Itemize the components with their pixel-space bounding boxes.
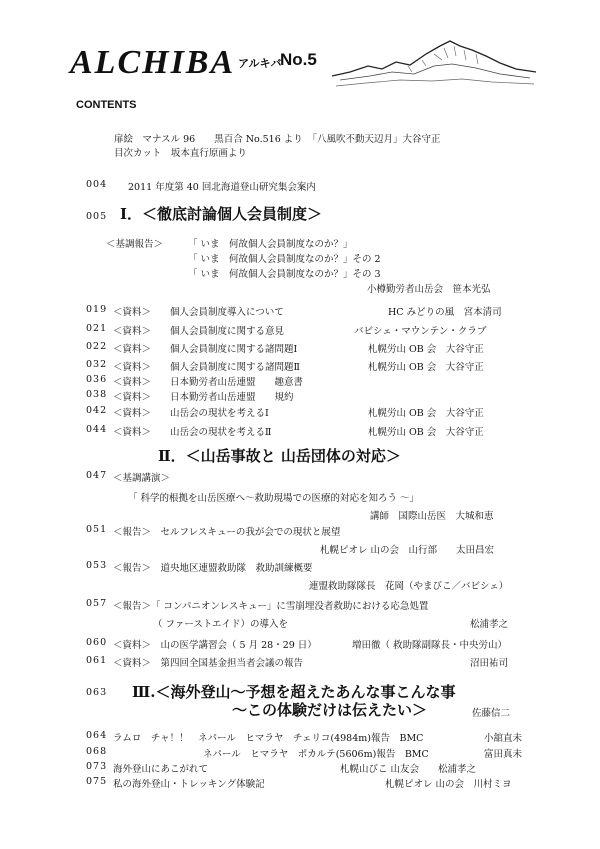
item-author: 札幌労山 OB 会 大谷守正: [368, 362, 484, 373]
item-title: ＜資料＞ 山の医学講習会（ 5 月 28・29 日）: [113, 640, 317, 651]
page-number: 063: [86, 687, 108, 698]
page-number: 064: [86, 730, 108, 741]
page-number: 061: [86, 655, 108, 666]
item-tag: ＜資料＞: [113, 392, 152, 403]
lecture-author: 講師 国際山岳医 大城和恵: [370, 511, 494, 522]
item-tag: ＜資料＞: [113, 326, 152, 337]
page-number: 032: [86, 359, 108, 370]
report-label: ＜基調報告＞: [106, 239, 164, 250]
page-number: 057: [86, 598, 108, 609]
item-title: 山岳会の現状を考えるⅡ: [170, 427, 272, 438]
lecture-title: 「 科学的根拠を山岳医療へ〜救助現場での医療的対応を知ろう 〜」: [128, 493, 420, 504]
item-title: ＜報告＞ 道央地区連盟救助隊 救助訓練概要: [113, 563, 313, 574]
item-title: 私の海外登山・トレッキング体験記: [113, 779, 265, 790]
item-tag: ＜資料＞: [113, 427, 152, 438]
page-number: 068: [86, 746, 108, 757]
credit-line: 目次カット 坂本直行原画より: [114, 148, 247, 159]
item-author: 札幌ピオレ 山の会 川村ミヨ: [385, 779, 512, 790]
item-author: 松浦孝之: [470, 619, 509, 630]
item-title: 日本勤労者山岳連盟 趣意書: [170, 377, 304, 388]
magazine-logo: ALCHIBA: [70, 44, 236, 81]
section-title: Ⅱ．＜山岳事故と 山岳団体の対応＞: [158, 447, 401, 465]
item-title: ＜資料＞ 第四回全国基金担当者会議の報告: [113, 658, 304, 669]
report-author: 小樽勤労者山岳会 笹本光弘: [367, 284, 491, 295]
contents-heading: CONTENTS: [76, 99, 137, 111]
section-title: Ⅰ．＜徹底討論個人会員制度＞: [120, 205, 323, 223]
page-number: 053: [86, 560, 108, 571]
item-title: 日本勤労者山岳連盟 規約: [170, 392, 294, 403]
section-title: Ⅲ.＜海外登山〜予想を超えたあんな事こんな事: [132, 683, 456, 701]
item-tag: ＜資料＞: [113, 344, 152, 355]
item-author: 沼田祐司: [470, 658, 509, 669]
item-author: 増田徹（ 救助隊副隊長・中央労山）: [352, 640, 508, 651]
item-tag: ＜資料＞: [113, 408, 152, 419]
item-author: 札幌労山 OB 会 大谷守正: [368, 427, 484, 438]
item-title: 海外登山にあこがれて: [113, 764, 209, 775]
page-number: 019: [86, 304, 108, 315]
report-line: 「 いま 何故個人会員制度なのか？」その 2: [188, 254, 381, 265]
item-author: 小舘直未: [484, 733, 523, 744]
item-title: ラムロ チャ！！ ネパール ヒマラヤ チェリコ(4984m)報告 BMC: [113, 733, 424, 744]
section-author: 佐藤信二: [472, 708, 511, 719]
page-number: 022: [86, 341, 108, 352]
item-author: 札幌労山 OB 会 大谷守正: [368, 408, 484, 419]
item-title: 個人会員制度導入について: [170, 307, 284, 318]
page-number: 075: [86, 776, 108, 787]
page-number: 021: [86, 323, 108, 334]
report-line: 「 いま 何故個人会員制度なのか？」その 3: [188, 269, 381, 280]
item-author: HC みどりの風 宮本清司: [388, 307, 502, 318]
item-author: 札幌労山 OB 会 大谷守正: [368, 344, 484, 355]
item-title: 個人会員制度に関する諸問題Ⅱ: [170, 362, 300, 373]
item-title: 個人会員制度に関する諸問題Ⅰ: [170, 344, 298, 355]
page-number: 042: [86, 405, 108, 416]
item-title-cont: （ ファーストエイド）の導入を: [153, 619, 288, 630]
item-tag: ＜資料＞: [113, 362, 152, 373]
item-title: 個人会員制度に関する意見: [170, 326, 285, 337]
toc-entry-title: 2011 年度第 40 回北海道登山研究集会案内: [128, 182, 316, 193]
item-title: 山岳会の現状を考えるⅠ: [170, 408, 269, 419]
page-number: 038: [86, 389, 108, 400]
mountain-sketch-icon: [330, 36, 540, 94]
page-number: 044: [86, 424, 108, 435]
item-title: ＜報告＞ セルフレスキューの我が会での現状と展望: [113, 527, 341, 538]
report-line: 「 いま 何故個人会員制度なのか？」: [188, 239, 353, 250]
item-author: バビシェ・マウンテン・クラブ: [354, 326, 487, 337]
item-author: 札幌山びこ 山友会 松浦孝之: [340, 764, 477, 775]
item-title: ネパール ヒマラヤ ポカルテ(5606m)報告 BMC: [203, 749, 429, 760]
item-title: ＜報告＞「 コンパニオンレスキュー」に雪崩埋没者救助における応急処置: [113, 601, 429, 612]
page-number: 051: [86, 524, 108, 535]
lecture-label: ＜基調講演＞: [113, 473, 171, 484]
section-subtitle: 〜この体験だけは伝えたい＞: [232, 701, 428, 719]
issue-number: No.5: [280, 50, 317, 69]
item-tag: ＜資料＞: [113, 307, 152, 318]
page-number: 004: [86, 179, 108, 190]
item-author: 札幌ピオレ 山の会 山行部 太田昌宏: [320, 545, 495, 556]
page-number: 036: [86, 374, 108, 385]
page-number: 005: [86, 211, 108, 222]
page-number: 047: [86, 470, 108, 481]
page-number: 073: [86, 761, 108, 772]
item-author: 連盟救助隊隊長 花岡（やまびこ／バビシェ）: [309, 581, 509, 592]
logo-kana: アルキバ: [238, 57, 282, 70]
credit-line: 扉絵 マナスル 96 黒百合 No.516 より 「八風吹不動天辺月」大谷守正: [114, 134, 441, 145]
item-tag: ＜資料＞: [113, 377, 152, 388]
page-number: 060: [86, 637, 108, 648]
item-author: 富田真未: [484, 749, 523, 760]
